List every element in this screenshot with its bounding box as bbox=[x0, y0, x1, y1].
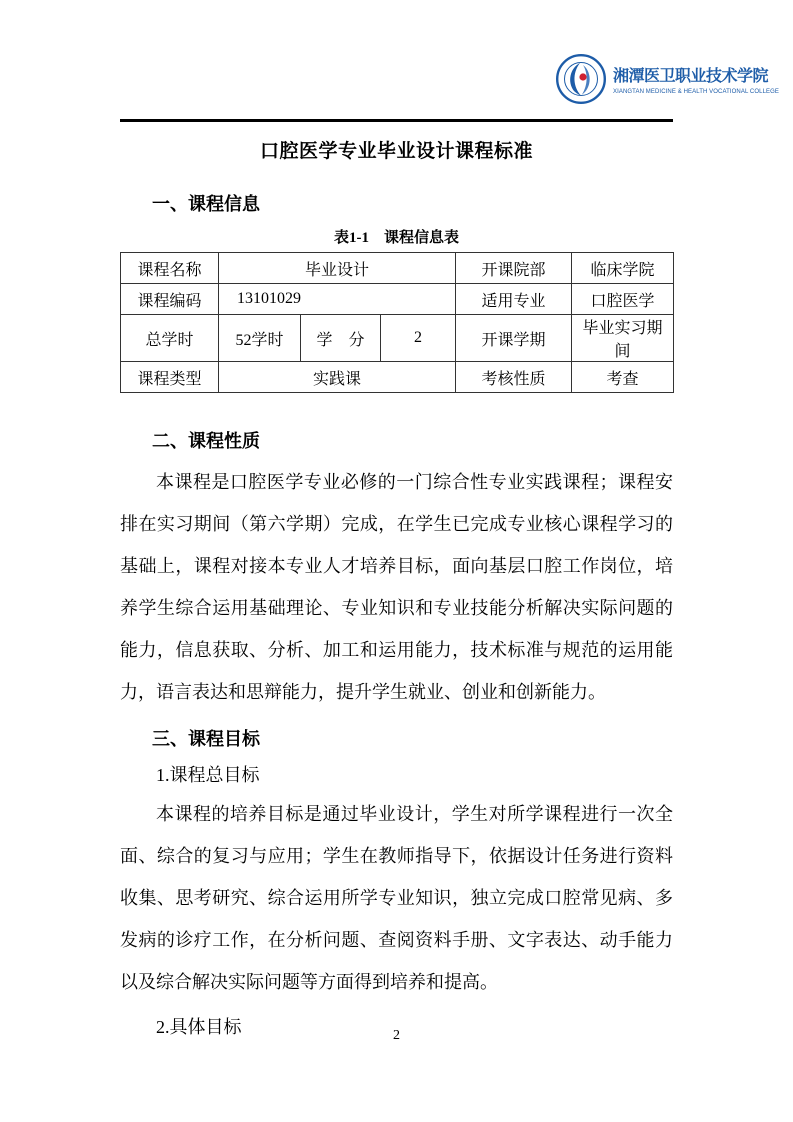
course-type-value: 实践课 bbox=[219, 362, 456, 393]
college-header bbox=[556, 54, 779, 104]
semester-value: 毕业实习期间 bbox=[572, 315, 674, 362]
page-footer bbox=[0, 1026, 793, 1044]
college-name-cn: 湘潭医卫职业技术学院 bbox=[613, 68, 769, 85]
objective-subheading-overall: 1.课程总目标 bbox=[156, 765, 260, 785]
section-heading-course-info: 一、课程信息 bbox=[152, 194, 260, 214]
overall-objective-paragraph: 本课程的培养目标是通过毕业设计，学生对所学课程进行一次全面、综合的复习与应用；学生在教师指导下，依据设计任务进行资料收集、思考研究、综合运用所学专业知识，独立完成口腔常见病、多发病的诊疗工作，在分析问题、查阅资料手册、文字表达、动手能力以及综合解决实际问题等方面得到培养和提高。 bbox=[120, 804, 673, 992]
total-hours-label: 总学时 bbox=[121, 315, 219, 362]
table-row-hours-credits bbox=[121, 315, 674, 362]
objective-subheading-specific: 2.具体目标 bbox=[156, 1017, 242, 1037]
offering-dept-value: 临床学院 bbox=[572, 253, 674, 284]
college-name-en: XIANGTAN MEDICINE & HEALTH VOCATIONAL COLLEGE bbox=[613, 89, 779, 95]
table-row-course-type bbox=[121, 362, 674, 393]
document-title: 口腔医学专业毕业设计课程标准 bbox=[259, 141, 533, 162]
course-code-value: 13101029 bbox=[219, 284, 456, 315]
credits-value: 2 bbox=[381, 315, 456, 362]
section-heading-course-nature: 二、课程性质 bbox=[152, 431, 260, 451]
college-name-block bbox=[613, 63, 779, 95]
assessment-value: 考查 bbox=[572, 362, 674, 393]
section-heading-course-objectives: 三、课程目标 bbox=[152, 729, 260, 749]
offering-dept-label: 开课院部 bbox=[456, 253, 572, 284]
course-type-label: 课程类型 bbox=[121, 362, 219, 393]
total-hours-value: 52学时 bbox=[219, 315, 301, 362]
table-row-course-code bbox=[121, 284, 674, 315]
applicable-major-label: 适用专业 bbox=[456, 284, 572, 315]
credits-label: 学 分 bbox=[301, 315, 381, 362]
college-emblem-icon bbox=[556, 54, 606, 104]
semester-label: 开课学期 bbox=[456, 315, 572, 362]
document-body bbox=[120, 138, 673, 1039]
table-caption: 表1-1 课程信息表 bbox=[334, 230, 459, 246]
course-nature-paragraph: 本课程是口腔医学专业必修的一门综合性专业实践课程；课程安排在实习期间（第六学期）完成，在学生已完成专业核心课程学习的基础上，课程对接本专业人才培养目标，面向基层口腔工作岗位，培养学生综合运用基础理论、专业知识和专业技能分析解决实际问题的能力，信息获取、分析、加工和运用能力，技术标准与规范的运用能力，语言表达和思辩能力，提升学生就业、创业和创新能力。 bbox=[120, 472, 673, 702]
table-row-course-name bbox=[121, 253, 674, 284]
header-rule bbox=[120, 119, 673, 122]
course-info-table bbox=[120, 252, 674, 393]
assessment-label: 考核性质 bbox=[456, 362, 572, 393]
page-number: 2 bbox=[393, 1028, 400, 1043]
course-name-value: 毕业设计 bbox=[219, 253, 456, 284]
applicable-major-value: 口腔医学 bbox=[572, 284, 674, 315]
course-name-label: 课程名称 bbox=[121, 253, 219, 284]
course-code-label: 课程编码 bbox=[121, 284, 219, 315]
